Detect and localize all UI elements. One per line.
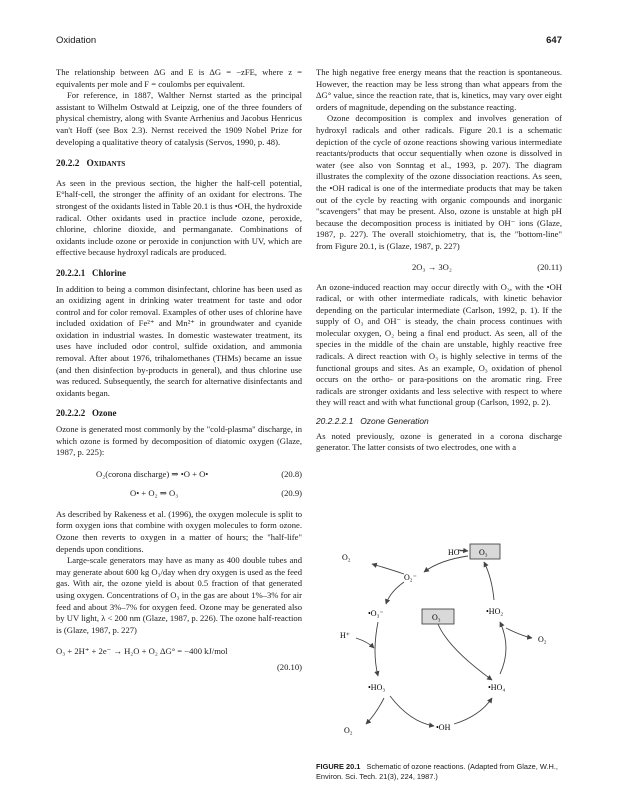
equation-body: O₂(corona discharge) ⇒ •O + O•	[96, 468, 209, 479]
label-o2-right: O₂	[538, 635, 547, 644]
paragraph: An ozone-induced reaction may occur directly with O₃, with the •OH radical, or with other intermediate radicals, with kinetic behavior depending on the particular intermediate (Carlson, 1992, p. 1). If the supply of O₃ and OH⁻ is steady, the chain process continues with molecular oxygen, O₂ being a final end product. As seen, all of the species in the middle of the chain are unstable, highly reactive free radicals. A direct reaction with O₃ is highly selective in terms of the functional groups and sites. As an example, O₃ oxidation of phenol occurs on the ortho- or para-positions on the aromatic ring. Free radicals are stronger oxidants and less selective with respect to where they will react and with what functional group (Carlson, 1992, p. 2).	[316, 281, 562, 408]
arrow-o3minus-to-ho3	[375, 622, 378, 676]
figure-caption	[316, 762, 562, 782]
arrow-o2-out-bottom	[366, 698, 384, 724]
subsection-heading	[56, 268, 302, 280]
arrow-ho2-to-o3	[484, 562, 494, 600]
subsection-title: Chlorine	[92, 267, 127, 278]
subsection-number: 20.2.2.1	[56, 267, 86, 278]
arrow-hplus-in	[356, 638, 374, 648]
label-oh: •OH	[436, 723, 451, 732]
arrow-o2-out-topleft	[372, 564, 404, 574]
subsubsection-title: Ozone Generation	[360, 416, 429, 427]
equation-number: (20.10)	[276, 662, 302, 673]
paragraph: In addition to being a common disinfectant, chlorine has been used as an oxidizing agent in drinking water treatment for taste and odor control and for color removal. Examples of other uses of chlorine have included oxidation of Fe²⁺ and Mn²⁺ in groundwater and cyanide oxidation in industrial wastes. In domestic wastewater treatment, its uses have included odor control, sulfide oxidation, and ammonia removal. After about 1976, trihalomethanes (THMs) became an issue (and then disinfection by-products in general), and thus chlorine use was reduced. Subsequently, the search for alternative disinfectants and oxidants began.	[56, 283, 302, 398]
paragraph: As seen in the previous section, the higher the half-cell potential, E°half-cell, the stronger the affinity of an oxidant for electrons. The strongest of the oxidants listed in Table 20.1 is thus •OH, the hydroxide radical. Other oxidants used in practice include ozone, peroxide, chlorine, chlorine dioxide, and permanganate. Combinations of oxidants include ozone or peroxide in conjunction with UV, which are effective because hydroxyl radicals are produced.	[56, 177, 302, 258]
label-ho2: •HO₂	[486, 607, 504, 616]
subsection-title: Ozone	[92, 408, 117, 419]
section-number: 20.2.2	[56, 159, 80, 170]
paragraph: Large-scale generators may have as many as 400 double tubes and may generate about 600 kg O₃/day when dry oxygen is used as the feed gas. With air, the ozone yield is about 0.5 fraction of that generated using oxygen. Concentrations of O₃ in the gas are about 1%–3% for air feed and about 3%–7% for oxygen feed. Ozone may be generated also by UV light, λ < 200 nm (Glaze, 1987, p. 226). The ozone half-reaction is (Glaze, 1987, p. 227)	[56, 555, 302, 635]
equation-body: 2O₃ → 3O₂	[412, 261, 452, 272]
figure-caption-text: Schematic of ozone reactions. (Adapted from Glaze, W.H., Environ. Sci. Tech. 21(3), 224, 1987.)	[316, 762, 558, 781]
page-number: 647	[546, 35, 562, 46]
arrow-ho3-to-oh	[390, 696, 434, 726]
label-hplus: H⁺	[340, 631, 350, 640]
equation-number: (20.11)	[537, 261, 562, 272]
label-hominus: HO⁻	[448, 548, 464, 557]
arrow-ho4-to-ho2	[500, 622, 506, 674]
equation	[56, 661, 302, 674]
left-column	[56, 67, 302, 674]
running-title: Oxidation	[56, 35, 97, 46]
arrow-o2-out-right	[506, 628, 532, 638]
ozone-cycle-diagram	[316, 538, 562, 760]
label-ho3: •HO₃	[368, 683, 386, 692]
label-o3-top: O₃	[479, 548, 488, 557]
paragraph: As noted previously, ozone is generated in a corona discharge generator. The latter consists of two electrodes, one with a	[316, 430, 562, 453]
label-ho4: •HO₄	[488, 683, 506, 692]
figure-label: FIGURE 20.1	[316, 762, 361, 771]
subsection-heading	[56, 408, 302, 420]
equation	[56, 642, 302, 661]
subsection-number: 20.2.2.2	[56, 408, 86, 419]
paragraph: Ozone is generated most commonly by the "cold-plasma" discharge, in which ozone is formed by decomposition of diatomic oxygen (Glaze, 1987, p. 225):	[56, 424, 302, 458]
paragraph: The high negative free energy means that the reaction is spontaneous. However, the reaction may be less strong than what appears from the ΔG° value, since the reaction rate, that is, kinetics, may vary over eight orders of magnitude, depending on the substance reacting.	[316, 67, 562, 112]
figure-ozone-cycle	[316, 538, 562, 790]
arrow-o3-center-in	[438, 624, 492, 680]
right-column	[316, 67, 562, 454]
equation	[316, 258, 562, 277]
arrow-oh-to-ho4	[454, 698, 492, 724]
paragraph: As described by Rakeness et al. (1996), the oxygen molecule is split to form oxygen ions that combine with oxygen molecules to form ozone. Ozone then reverts to oxygen in a matter of hours; the "half-life" depends upon conditions.	[56, 508, 302, 554]
equation	[56, 465, 302, 484]
equation-body: O₃ + 2H⁺ + 2e⁻ → H₂O + O₂ ΔG° = −400 kJ/mol	[56, 646, 228, 657]
paragraph: For reference, in 1887, Walther Nernst started as the principal assistant to Wilhelm Ostwald at Leipzig, one of the three founders of physical chemistry, along with Svante Arrhenius and Jacobus Henricus van't Hoff (see Box 2.3). Nernst received the 1909 Nobel Prize for developing a qualitative theory of catalysis (Servos, 1990, p. 48).	[56, 90, 302, 147]
label-o2minus: O₂⁻	[404, 573, 417, 582]
arrow-o2minus-to-o3minus	[386, 582, 404, 604]
arrow-o3-to-o2minus	[424, 556, 468, 572]
paragraph: The relationship between ΔG and E is ΔG = −zFE, where z = equivalents per mole and F = coulombs per equivalent.	[56, 67, 302, 89]
label-o2-bottom: O₂	[344, 726, 353, 735]
subsubsection-heading	[316, 416, 562, 428]
section-heading	[56, 159, 302, 171]
label-o3-center: O₃	[432, 613, 441, 622]
equation-number: (20.9)	[281, 487, 302, 498]
equation-body: O• + O₂ ⇒ O₃	[130, 487, 179, 498]
label-o3minus: •O₃⁻	[368, 609, 384, 618]
equation	[56, 484, 302, 503]
subsubsection-number: 20.2.2.2.1	[316, 416, 354, 427]
label-o2-topleft: O₂	[342, 553, 351, 562]
section-title: Oxidants	[86, 159, 126, 170]
paragraph: Ozone decomposition is complex and involves generation of hydroxyl radicals and other radicals. Figure 20.1 is a schematic depiction of the cycle of ozone reactions showing various intermediate reactants/products that occur sequentially when ozone is dissolved in water (see also von Sonntag et al., 1993, p. 207). The diagram illustrates the complexity of the ozone dissociation reactions. As seen, the •OH radical is one of the intermediate products that may be taken out of the cycle by reacting with organic compounds and inorganic "scavengers" that may be present. Also, ozone is unstable at high pH because the decomposition process is initiated by OH⁻ ions (Glaze, 1987, p. 227). The overall stoichiometry, that is, the "bottom-line" from Figure 20.1, is (Glaze, 1987, p. 227)	[316, 113, 562, 251]
equation-number: (20.8)	[281, 468, 302, 479]
